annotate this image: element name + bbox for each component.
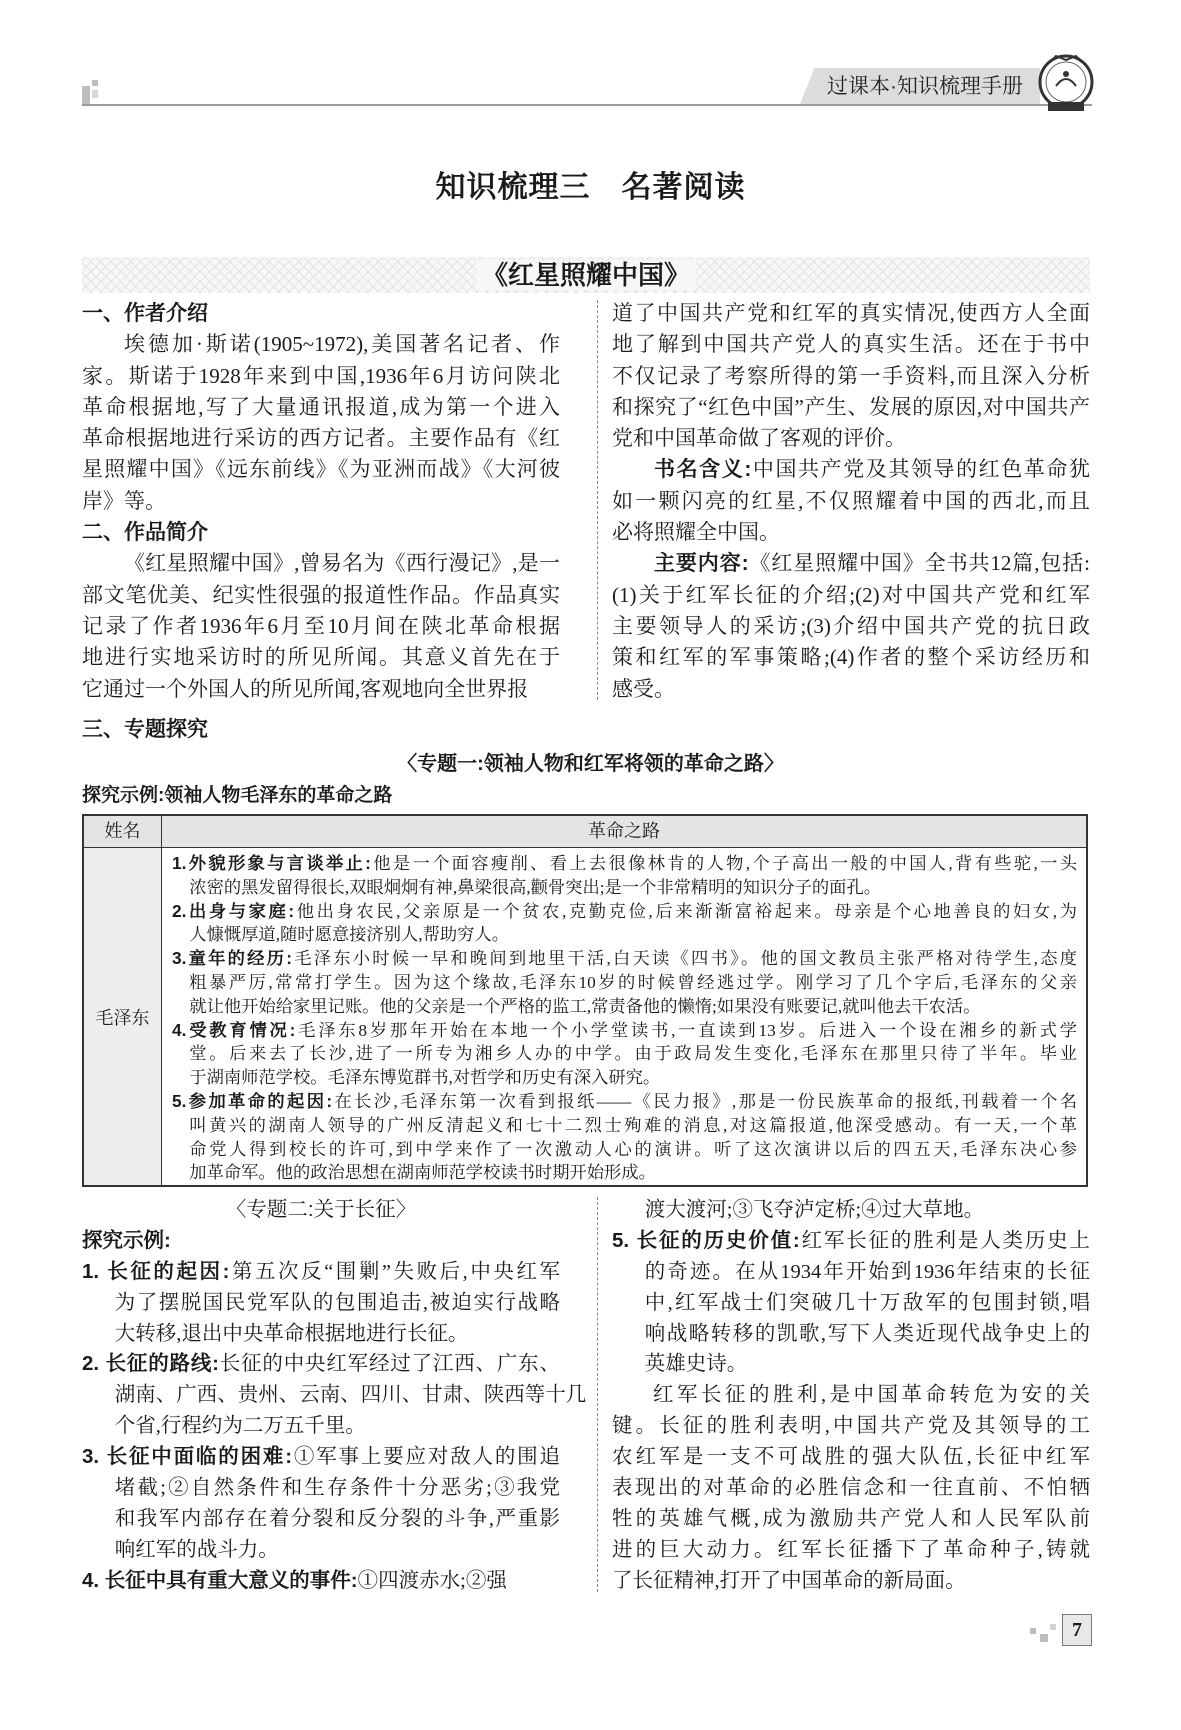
text-line bbox=[612, 642, 1090, 673]
table-cell-path bbox=[172, 852, 1077, 1185]
line-text: 道了中国共产党和红军的真实情况,使西方人全面 bbox=[612, 301, 1090, 325]
revolution-path-table bbox=[82, 814, 1088, 1187]
footer-decoration bbox=[1040, 1634, 1048, 1642]
text-line bbox=[82, 486, 560, 517]
book-title-banner bbox=[82, 257, 1090, 293]
text-line bbox=[612, 1319, 1090, 1350]
text-line bbox=[612, 1473, 1090, 1504]
text-line bbox=[612, 580, 1090, 611]
text-line bbox=[172, 1114, 1077, 1138]
text-line bbox=[172, 852, 1077, 876]
text-line bbox=[82, 423, 560, 454]
heading-text: 一、作者介绍 bbox=[82, 302, 208, 325]
line-text: 如一颗闪亮的红星,不仅照耀着中国的西北,而且 bbox=[612, 488, 1090, 513]
line-text: 毛泽东8岁那年开始在本地一个小学堂读书,一直读到13岁。后进入一个设在湘乡的新式学 bbox=[295, 1020, 1077, 1040]
bold-lead-label: 主要内容: bbox=[654, 552, 749, 576]
footer-decoration bbox=[1030, 1628, 1036, 1634]
line-text: 牲的英雄气概,成为激励共产党人和人民军队前 bbox=[612, 1507, 1090, 1530]
line-text: 必将照耀全中国。 bbox=[612, 520, 780, 545]
line-text: 《红星照耀中国》,曾易名为《西行漫记》,是一 bbox=[124, 551, 560, 576]
person-name: 毛泽东 bbox=[95, 1007, 150, 1028]
text-line bbox=[82, 611, 560, 642]
lower-right-column bbox=[612, 1195, 1090, 1597]
text-line bbox=[172, 923, 1077, 947]
line-text: 地了解到中国共产党人的真实生活。还在于书中 bbox=[612, 332, 1090, 357]
text-line bbox=[612, 548, 1090, 579]
topic1-heading: 〈专题一:领袖人物和红军将领的革命之路〉 bbox=[397, 753, 784, 775]
line-text: 了长征精神,打开了中国革命的新局面。 bbox=[612, 1569, 966, 1592]
text-line bbox=[82, 392, 560, 423]
page-title: 知识梳理三 名著阅读 bbox=[435, 171, 746, 204]
page-number: 7 bbox=[1062, 1614, 1092, 1646]
text-line bbox=[82, 1411, 560, 1442]
text-line bbox=[612, 517, 1090, 548]
text-line bbox=[172, 947, 1077, 971]
book-title: 《红星照耀中国》 bbox=[476, 260, 696, 290]
text-line bbox=[612, 1195, 1090, 1226]
line-text: 就让他开始给家里记账。他的父亲是一个严格的监工,常责备他的懒惰;如果没有账要记,就叫他去干农活。 bbox=[189, 996, 981, 1016]
text-line bbox=[612, 674, 1090, 705]
text-line bbox=[82, 1473, 560, 1504]
line-text: 革命根据地进行采访的西方记者。主要作品有《红 bbox=[82, 426, 560, 451]
text-line bbox=[172, 876, 1077, 900]
header-decoration bbox=[92, 80, 98, 86]
text-line bbox=[82, 361, 560, 392]
book-title-wrap bbox=[82, 257, 1090, 293]
line-text: 它通过一个外国人的所见所闻,客观地向全世界报 bbox=[82, 676, 529, 701]
upper-right-column bbox=[612, 298, 1090, 705]
text-line bbox=[82, 329, 560, 360]
line-text: 《红星照耀中国》全书共12篇,包括: bbox=[748, 551, 1090, 576]
bold-lead-label: 4.受教育情况: bbox=[172, 1019, 296, 1040]
line-text: 中,红军战士们突破几十万敌军的包围封锁,唱 bbox=[644, 1291, 1090, 1314]
lower-left-column bbox=[82, 1195, 587, 1597]
line-text: 湖南、广西、贵州、云南、四川、甘肃、陕西等十几 bbox=[114, 1384, 587, 1407]
line-text: 部文笔优美、纪实性很强的报道性作品。作品真实 bbox=[82, 582, 560, 607]
line-text: 革命根据地,写了大量通讯报道,成为第一个进入 bbox=[82, 394, 560, 419]
line-text: 人慷慨厚道,随时愿意接济别人,帮助穷人。 bbox=[189, 925, 510, 945]
text-line bbox=[612, 423, 1090, 454]
line-text: (1)关于红军长征的介绍;(2)对中国共产党和红军 bbox=[612, 582, 1090, 607]
line-text: 毛泽东小时候一早和晚间到地里干活,白天读《四书》。他的国文教员主张严格对待学生,态度 bbox=[291, 949, 1078, 969]
bold-lead-label: 3. 长征中面临的困难: bbox=[82, 1445, 293, 1469]
line-text: 渡大渡河;③飞夺泸定桥;④过大草地。 bbox=[644, 1199, 985, 1221]
text-line bbox=[82, 548, 560, 579]
line-text: 键。长征的胜利表明,中国共产党及其领导的工 bbox=[612, 1415, 1090, 1438]
text-line bbox=[612, 1504, 1090, 1535]
line-text: 家。斯诺于1928年来到中国,1936年6月访问陕北 bbox=[82, 363, 560, 388]
text-line bbox=[612, 1380, 1090, 1411]
bold-lead-label: 1.外貌形象与言谈举止: bbox=[172, 853, 371, 873]
series-title: 过课本·知识梳理手册 bbox=[827, 75, 1023, 98]
header-decoration bbox=[82, 86, 90, 104]
text-line bbox=[172, 1019, 1077, 1043]
text-line bbox=[82, 1504, 560, 1535]
line-text: 主要领导人的采访;(3)介绍中国共产党的抗日政 bbox=[612, 613, 1090, 638]
section-heading bbox=[82, 517, 560, 548]
bold-lead-label: 5. 长征的历史价值: bbox=[612, 1228, 800, 1252]
topic1-example-label: 探究示例:领袖人物毛泽东的革命之路 bbox=[82, 785, 393, 806]
text-line bbox=[82, 454, 560, 485]
text-line bbox=[82, 1288, 560, 1319]
line-text: 地进行实地采访时的所见所闻。其意义首先在于 bbox=[82, 645, 560, 670]
text-line bbox=[172, 1066, 1077, 1090]
line-text: 埃德加·斯诺(1905~1972),美国著名记者、作 bbox=[124, 332, 560, 357]
text-line bbox=[82, 1566, 560, 1597]
text-line bbox=[172, 1090, 1077, 1114]
text-line bbox=[612, 1411, 1090, 1442]
footer-decoration bbox=[1050, 1624, 1056, 1630]
line-text: 第五次反“围剿”失败后,中央红军 bbox=[229, 1260, 560, 1283]
publisher-logo-icon bbox=[1036, 52, 1096, 114]
line-text: 堂。后来去了长沙,进了一所专为湘乡人办的中学。由于政局发生变化,毛泽东在那里只待了半年。毕业 bbox=[189, 1044, 1077, 1064]
column-divider bbox=[597, 1197, 598, 1592]
heading-text: 〈专题二:关于长征〉 bbox=[225, 1198, 417, 1221]
text-line bbox=[612, 1442, 1090, 1473]
header-rule bbox=[82, 104, 1092, 106]
text-line bbox=[612, 611, 1090, 642]
table-header-name: 姓名 bbox=[84, 816, 162, 848]
table-cell-name bbox=[84, 848, 162, 1185]
text-line bbox=[612, 1288, 1090, 1319]
text-line bbox=[172, 995, 1077, 1019]
text-line bbox=[172, 1138, 1077, 1162]
line-text: 大转移,退出中央革命根据地进行长征。 bbox=[114, 1322, 469, 1345]
line-text: 策和红军的军事策略;(4)作者的整个采访经历和 bbox=[612, 645, 1090, 670]
text-line bbox=[82, 1349, 560, 1380]
line-text: 感受。 bbox=[612, 676, 675, 701]
upper-left-column bbox=[82, 298, 560, 705]
text-line bbox=[612, 1566, 1090, 1597]
text-line bbox=[172, 971, 1077, 995]
line-text: 岸》等。 bbox=[82, 488, 166, 513]
line-text: 红军长征的胜利是人类历史上 bbox=[799, 1229, 1091, 1252]
line-text: ①四渡赤水;②强 bbox=[357, 1569, 507, 1592]
text-line bbox=[82, 580, 560, 611]
line-text: 和探究了“红色中国”产生、发展的原因,对中国共产 bbox=[612, 394, 1090, 419]
line-text: 堵截;②自然条件和生存条件十分恶劣;③我党 bbox=[114, 1477, 560, 1500]
text-line bbox=[612, 329, 1090, 360]
text-line bbox=[612, 1257, 1090, 1288]
section-heading bbox=[82, 1226, 560, 1257]
text-line bbox=[82, 1319, 560, 1350]
line-text: 命党人得到校长的许可,到中学来作了一次激动人心的演讲。听了这次演讲以后的四五天,毛泽东决心参 bbox=[189, 1139, 1077, 1159]
text-line bbox=[612, 392, 1090, 423]
line-text: 于湖南师范学校。毛泽东博览群书,对哲学和历史有深入研究。 bbox=[189, 1068, 661, 1088]
heading-text: 二、作品简介 bbox=[82, 521, 208, 545]
column-divider bbox=[597, 300, 598, 700]
line-text: 叫黄兴的湖南人领导的广州反清起义和七十二烈士殉难的消息,对这篇报道,他深受感动。有一天,一个革 bbox=[189, 1115, 1077, 1135]
text-line bbox=[612, 298, 1090, 329]
line-text: 他出身农民,父亲原是一个贫农,克勤克俭,后来渐渐富裕起来。母亲是个心地善良的妇女,为 bbox=[294, 901, 1077, 921]
line-text: 星照耀中国》《远东前线》《为亚洲而战》《大河彼 bbox=[82, 457, 560, 482]
line-text: 进的巨大动力。红军长征播下了革命种子,铸就 bbox=[612, 1538, 1090, 1561]
bold-lead-label: 4. 长征中具有重大意义的事件: bbox=[82, 1568, 358, 1592]
line-text: 表现出的对革命的必胜信念和一往直前、不怕牺 bbox=[612, 1477, 1090, 1500]
text-line bbox=[82, 1442, 560, 1473]
bold-lead-label: 3.童年的经历: bbox=[172, 948, 292, 969]
line-text: 中国共产党及其领导的红色革命犹 bbox=[751, 457, 1090, 482]
line-text: 红军长征的胜利,是中国革命转危为安的关 bbox=[653, 1384, 1090, 1407]
bold-lead-label: 书名含义: bbox=[654, 458, 752, 482]
table-header-path: 革命之路 bbox=[162, 816, 1086, 848]
text-line bbox=[612, 361, 1090, 392]
text-line bbox=[612, 1349, 1090, 1380]
bold-lead-label: 1. 长征的起因: bbox=[82, 1259, 230, 1283]
text-line bbox=[612, 1535, 1090, 1566]
text-line bbox=[82, 642, 560, 673]
heading-text: 探究示例: bbox=[82, 1228, 171, 1252]
line-text: 农红军是一支不可战胜的强大队伍,长征中红军 bbox=[612, 1446, 1090, 1469]
section-heading bbox=[82, 298, 560, 329]
line-text: 加革命军。他的政治思想在湖南师范学校读书时期开始形成。 bbox=[189, 1163, 656, 1183]
text-line bbox=[82, 1257, 560, 1288]
topic-heading bbox=[82, 1195, 560, 1226]
header-decoration bbox=[92, 90, 98, 98]
text-line bbox=[172, 1161, 1077, 1185]
line-text: 和我军内部存在着分裂和反分裂的斗争,严重影 bbox=[114, 1507, 560, 1530]
text-line bbox=[612, 486, 1090, 517]
line-text: 为了摆脱国民党军队的包围追击,被迫实行战略 bbox=[114, 1291, 560, 1314]
text-line bbox=[612, 454, 1090, 485]
bold-lead-label: 2.出身与家庭: bbox=[172, 900, 295, 921]
text-line bbox=[82, 1380, 587, 1411]
section-heading: 三、专题探究 bbox=[82, 718, 208, 741]
line-text: 粗暴严厉,常常打学生。因为这个缘故,毛泽东10岁的时候曾经逃过学。刚学习了几个字后,毛泽东的父亲 bbox=[189, 972, 1077, 992]
text-line bbox=[172, 900, 1077, 924]
bold-lead-label: 2. 长征的路线: bbox=[82, 1352, 219, 1376]
text-line bbox=[82, 1535, 560, 1566]
line-text: 响战略转移的凯歌,写下人类近现代战争史上的 bbox=[644, 1322, 1090, 1345]
line-text: 浓密的黑发留得很长,双眼炯炯有神,鼻梁很高,颧骨突出;是一个非常精明的知识分子的面孔。 bbox=[189, 877, 882, 897]
text-line bbox=[612, 1226, 1090, 1257]
text-line bbox=[82, 674, 560, 705]
line-text: 不仅记录了考察所得的第一手资料,而且深入分析 bbox=[612, 363, 1090, 388]
text-line bbox=[172, 1042, 1077, 1066]
line-text: ①军事上要应对敌人的围追 bbox=[292, 1446, 561, 1469]
line-text: 长征的中央红军经过了江西、广东、 bbox=[219, 1353, 560, 1376]
line-text: 他是一个面容瘦削、看上去很像林肯的人物,个子高出一般的中国人,背有些驼,一头 bbox=[370, 854, 1078, 873]
line-text: 响红军的战斗力。 bbox=[114, 1538, 279, 1561]
line-text: 记录了作者1936年6月至10月间在陕北革命根据 bbox=[82, 613, 560, 638]
line-text: 党和中国革命做了客观的评价。 bbox=[612, 426, 906, 451]
line-text: 的奇迹。在从1934年开始到1936年结束的长征 bbox=[644, 1260, 1090, 1283]
bold-lead-label: 5.参加革命的起因: bbox=[172, 1090, 333, 1111]
line-text: 在长沙,毛泽东第一次看到报纸——《民力报》,那是一份民族革命的报纸,刊载着一个名 bbox=[332, 1091, 1078, 1111]
line-text: 个省,行程约为二万五千里。 bbox=[114, 1415, 366, 1438]
line-text: 英雄史诗。 bbox=[644, 1353, 748, 1376]
